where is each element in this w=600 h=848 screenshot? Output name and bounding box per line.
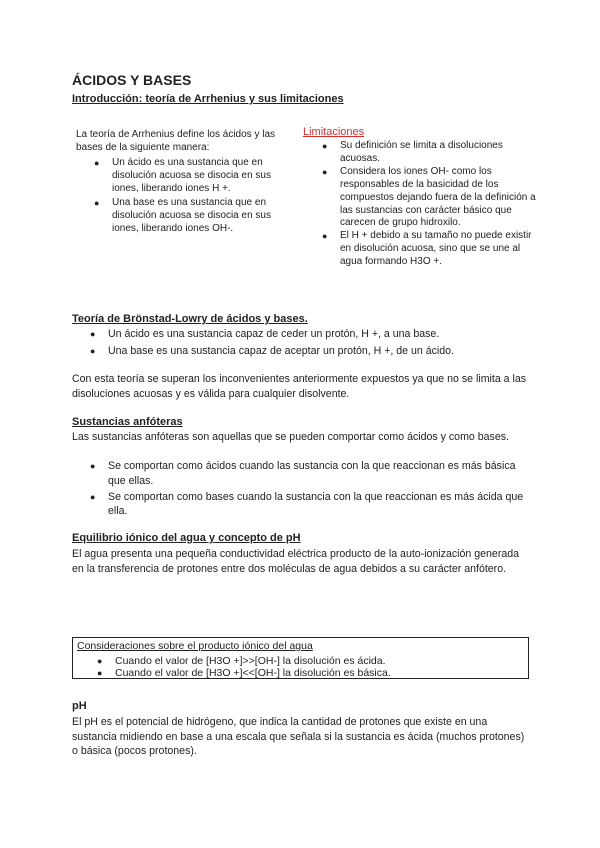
ionic-product-box	[72, 637, 529, 679]
bullet-icon: ●	[97, 656, 103, 666]
list-item: ● Cuando el valor de [H3O +]>>[OH-] la disolución es ácida.	[97, 655, 386, 667]
arrhenius-definition-text: La teoría de Arrhenius define los ácidos y las bases de la siguiente manera:	[76, 129, 276, 153]
list-item: ● Una base es una sustancia capaz de aceptar un protón, H +, de un ácido.	[90, 344, 454, 357]
bronsted-paragraph: Con esta teoría se superan los inconvenientes anteriormente expuestos ya que no se limita a las disoluciones acuosas y es válida para cualquier disolvente.	[72, 373, 527, 400]
bullet-icon: ●	[90, 329, 96, 339]
bronsted-heading: Teoría de Brönstad-Lowry de ácidos y bases.	[72, 313, 308, 325]
bullet-icon: ●	[322, 166, 328, 177]
ph-heading: pH	[72, 700, 87, 712]
anfoteras-heading: Sustancias anfóteras	[72, 416, 183, 428]
limitaciones-title: Limitaciones	[303, 126, 365, 138]
list-item: ● Su definición se limita a disoluciones acuosas.	[322, 140, 503, 164]
box-bullet-list	[97, 655, 515, 680]
bullet-icon: ●	[322, 141, 328, 151]
intro-heading: Introducción: teoría de Arrhenius y sus limitaciones	[72, 93, 344, 105]
bullet-icon: ●	[322, 231, 328, 242]
page-title: ÁCIDOS Y BASES	[72, 72, 192, 88]
list-item: ● Se comportan como bases cuando la sustancia con la que reaccionan es más ácida que ella.	[90, 490, 524, 518]
bullet-icon: ●	[97, 668, 103, 679]
list-item: ● Un ácido es una sustancia que en disolución acuosa se disocia en sus iones, liberando iones H +.	[94, 157, 271, 194]
bullet-icon: ●	[94, 158, 100, 168]
bullet-icon: ●	[90, 491, 96, 502]
bullet-icon: ●	[90, 345, 96, 356]
bronsted-bullet-list	[90, 327, 538, 359]
list-item: ● Cuando el valor de [H3O +]<<[OH-] la disolución es básica.	[97, 667, 391, 680]
box-title: Consideraciones sobre el producto iónico del agua	[77, 640, 313, 652]
equilibrio-paragraph: El agua presenta una pequeña conductividad eléctrica producto de la auto-ionización generada en la transferencia de protones entre dos moléculas de agua debidos a su carácter anfótero.	[72, 548, 520, 575]
anfoteras-paragraph: Las sustancias anfóteras son aquellas que se pueden comportar como ácidos y como bases.	[72, 431, 509, 443]
ph-paragraph: El pH es el potencial de hidrógeno, que indica la cantidad de protones que existe en una sustancia midiendo en base a una escala que señala si la sustancia es ácida (muchos protones) o básica (pocos protones).	[72, 716, 525, 758]
bullet-icon: ●	[94, 197, 100, 208]
bullet-icon: ●	[90, 461, 96, 471]
arrhenius-bullet-list	[94, 157, 297, 236]
list-item: ● Se comportan como ácidos cuando las sustancia con la que reaccionan es más básica que ellas.	[90, 460, 516, 487]
limitaciones-bullet-list	[322, 140, 540, 269]
list-item: ● Considera los iones OH- como los responsables de la basicidad de los compuestos dejando fuera de la definición a las sustancias con carácter básico que carecen de grupo hidroxilo.	[322, 165, 536, 229]
equilibrio-heading: Equilibrio iónico del agua y concepto de pH	[72, 532, 301, 544]
list-item: ● El H + debido a su tamaño no puede existir en disolución acuosa, sino que se une al agua formando H3O +.	[322, 230, 532, 268]
list-item: ● Un ácido es una sustancia capaz de ceder un protón, H +, a una base.	[90, 328, 440, 340]
anfoteras-bullet-list	[90, 459, 533, 519]
list-item: ● Una base es una sustancia que en disolución acuosa se disocia en sus iones, liberando iones OH-.	[94, 196, 271, 234]
